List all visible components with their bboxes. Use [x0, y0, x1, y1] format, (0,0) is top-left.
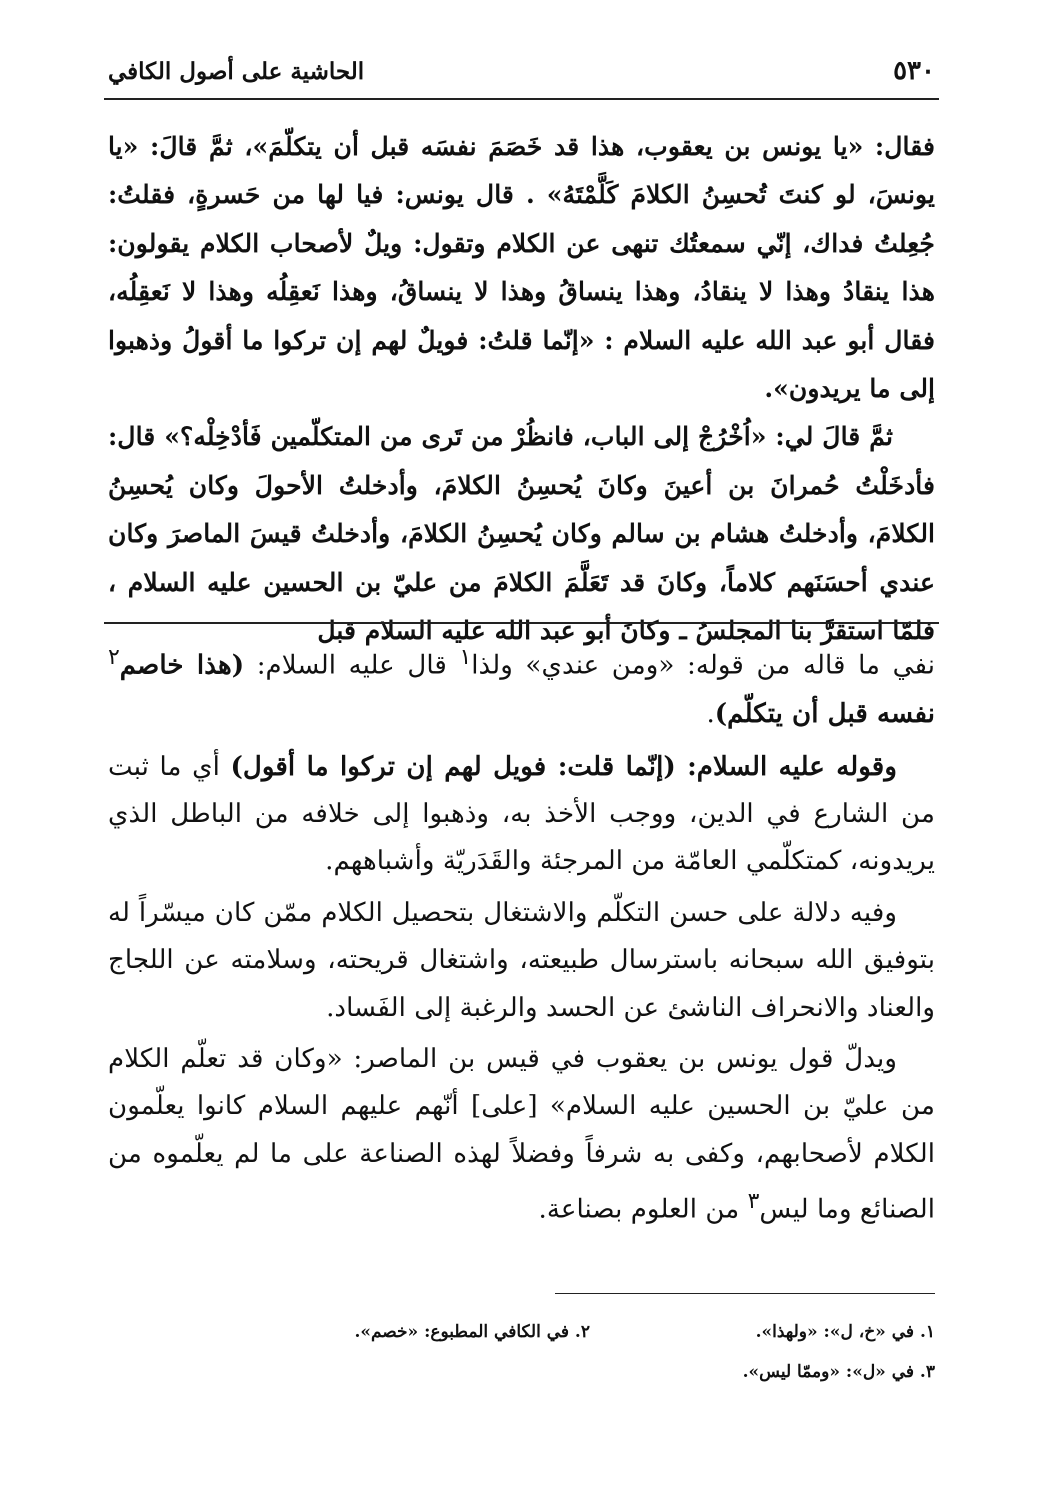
- footnote-ref[interactable]: ٢: [108, 645, 120, 670]
- text-commentary-separator: [104, 622, 939, 624]
- commentary-text: .: [706, 699, 715, 730]
- footnote-ref[interactable]: ٣: [747, 1189, 760, 1215]
- footnote: ١. في «خ، ل»: «ولهذا».: [755, 1322, 935, 1342]
- footnote: ٣. في «ل»: «وممّا ليس».: [742, 1362, 935, 1382]
- commentary-text: نفي ما قاله من قوله: «ومن عندي» ولذا: [471, 650, 936, 681]
- header-rule: [104, 98, 939, 100]
- page-header: [108, 46, 935, 96]
- footnotes: [108, 1312, 935, 1392]
- commentary-text: من العلوم بصناعة.: [538, 1194, 748, 1225]
- commentary-text: قال عليه السلام:: [244, 650, 460, 681]
- running-title: الحاشية على أصول الكافي: [108, 57, 365, 85]
- main-paragraph: ثمَّ قالَ لي: «اُخْرُجْ إلى الباب، فانظُرْ من تَرى من المتكلّمين فَأدْخِلْه؟» قال: فأدخَلْتُ حُمرانَ بن أعينَ وكانَ يُحسِنُ الكلامَ، وأدخلتُ الأحولَ وكان يُحسِنُ الكلامَ، وأدخلتُ هشام بن سالم وكان يُحسِنُ الكلامَ، وأدخلتُ قيسَ الماصرَ وكان عندي أحسَنَهم كلاماً، وكانَ قد تَعَلَّمَ الكلامَ من عليّ بن الحسين عليه السلام ، فلمّا استقرَّ بنا المجلسُ ـ وكانَ أبو عبد الله عليه السلام قبل: [108, 421, 935, 646]
- commentary-lead: وقوله عليه السلام:: [675, 750, 897, 782]
- footnote-row: [108, 1312, 935, 1352]
- footnote: ٢. في الكافي المطبوع: «خصم».: [354, 1322, 590, 1342]
- commentary-paragraph: وفيه دلالة على حسن التكلّم والاشتغال بتحصيل الكلام ممّن كان ميسّراً له بتوفيق الله سبحانه باسترسال طبيعته، واشتغال قريحته، وسلامته عن اللجاج والعناد والانحراف الناشئ عن الحسد والرغبة إلى الفَساد.: [108, 897, 935, 1023]
- quoted-text: (هذا خاصم: [119, 649, 245, 681]
- main-paragraph: فقال: «يا يونس بن يعقوب، هذا قد خَصَمَ نفسَه قبل أن يتكلّمَ»، ثمَّ قالَ: «يا يونسَ، لو كنتَ تُحسِنُ الكلامَ كَلَّمْتَهُ» . قال يونس: فيا لها من حَسرةٍ، فقلتُ: جُعِلتُ فداك، إنّي سمعتُك تنهى عن الكلام وتقول: ويلٌ لأصحاب الكلام يقولون: هذا ينقادُ وهذا لا ينقادُ، وهذا ينساقُ وهذا لا ينساقُ، وهذا نَعقِلُه وهذا لا نَعقِلُه، فقال أبو عبد الله عليه السلام : «إنّما قلتُ: فويلٌ لهم إن تركوا ما أقولُ وذهبوا إلى ما يريدون».: [108, 131, 935, 404]
- commentary-paragraph: [108, 1036, 935, 1234]
- footnote-rule: [555, 1293, 935, 1294]
- page-number: ٥٣٠: [893, 56, 935, 86]
- commentary-paragraph: [108, 743, 935, 886]
- commentary-paragraph: [108, 634, 935, 739]
- main-text: [108, 122, 935, 654]
- footnote-row: [108, 1352, 935, 1392]
- commentary: [108, 634, 935, 1234]
- commentary-text: أي ما ثبت من الشارع في الدين، ووجب الأخذ به، وذهبوا إلى خلافه من الباطل الذي يريدونه، كمتكلّمي العامّة من المرجئة والقَدَريّة وأشباههم.: [108, 751, 935, 877]
- footnote-ref[interactable]: ١: [459, 645, 472, 670]
- commentary-text: ويدلّ قول يونس بن يعقوب في قيس بن الماصر: «وكان قد تعلّم الكلام من عليّ بن الحسين عليه السلام» [على] أنّهم عليهم السلام كانوا يعلّمون الكلام لأصحابهم، وكفى به شرفاً وفضلاً لهذه الصناعة على ما لم يعلّموه من الصنائع وما ليس: [108, 1043, 935, 1225]
- quoted-text: نفسه قبل أن يتكلّم): [714, 698, 935, 730]
- quoted-text: (إنّما قلت: فويل لهم إن تركوا ما أقول): [230, 750, 676, 782]
